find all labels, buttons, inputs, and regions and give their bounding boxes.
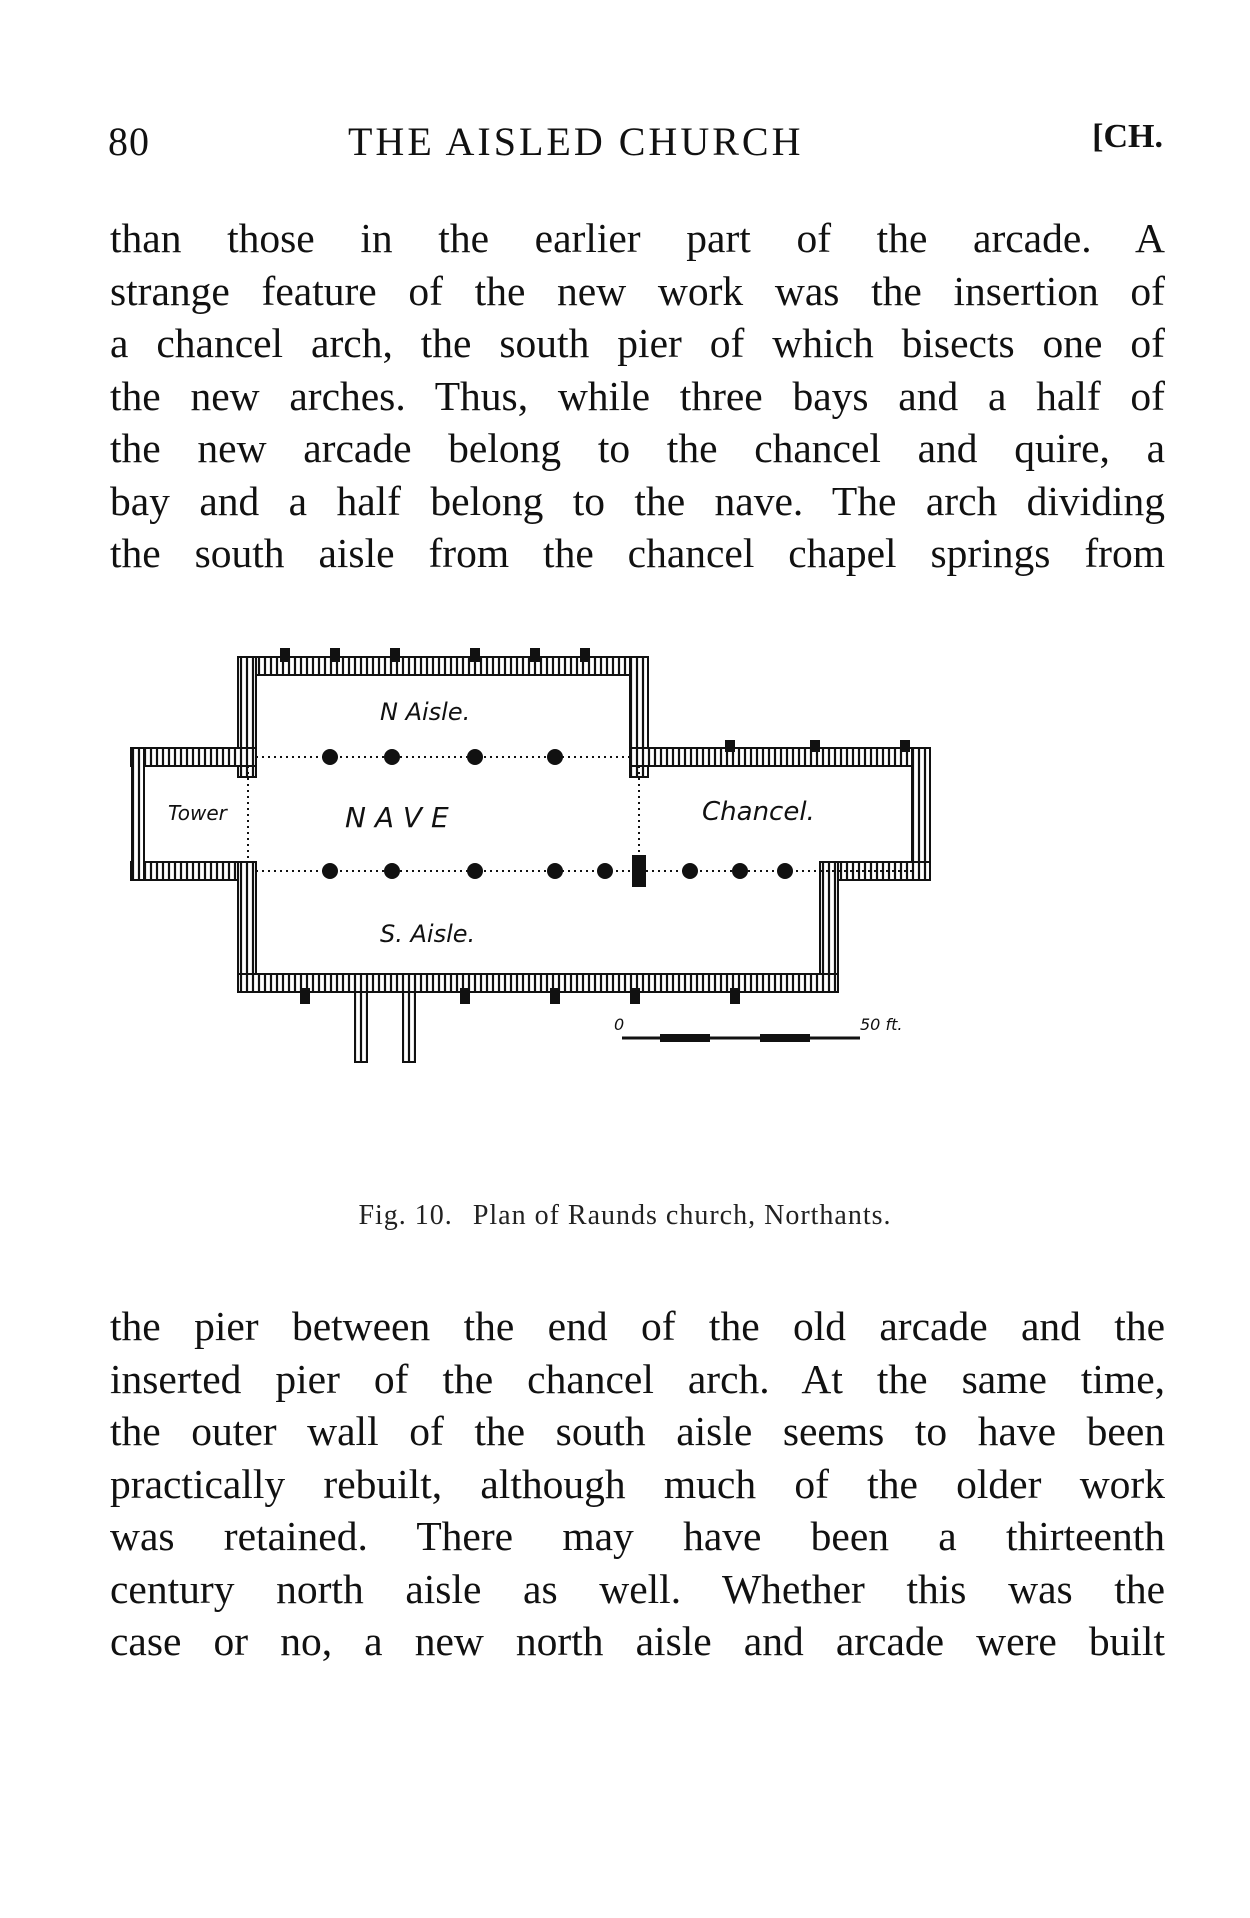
text-line: bay and a half belong to the nave. The arch dividing <box>110 477 1165 524</box>
text-line: case or no, a new north aisle and arcade were built <box>110 1618 1165 1664</box>
church-plan-figure <box>130 630 1150 1190</box>
plan-labels <box>168 698 815 948</box>
scale-start: 0 <box>614 1015 625 1034</box>
text-line: than those in the earlier part of the arcade. A <box>110 215 1165 261</box>
paragraph-top <box>110 212 1165 580</box>
text-line: a chancel arch, the south pier of which bisects one of <box>110 320 1165 366</box>
text-line: the pier between the end of the old arcade and the <box>110 1303 1165 1349</box>
running-title: THE AISLED CHURCH <box>348 119 804 164</box>
text-line: the outer wall of the south aisle seems to have been <box>110 1408 1165 1454</box>
plan-walls <box>130 657 930 1062</box>
text-line: the south aisle from the chancel chapel springs from <box>110 530 1165 576</box>
text-line: strange feature of the new work was the insertion of <box>110 267 1165 314</box>
text-line: the new arches. Thus, while three bays and a half of <box>110 372 1165 419</box>
text-line: practically rebuilt, although much of the older work <box>110 1460 1165 1507</box>
figure-caption <box>0 1200 1250 1232</box>
text-line: the new arcade belong to the chancel and quire, a <box>110 425 1165 471</box>
label-chancel: Chancel. <box>702 797 815 827</box>
text-line: century north aisle as well. Whether this was the <box>110 1565 1165 1612</box>
label-tower: Tower <box>168 801 227 825</box>
caption-text: Plan of Raunds church, Northants. <box>472 1200 892 1231</box>
label-nave: N A V E <box>345 801 449 834</box>
scale-bar <box>614 1015 902 1042</box>
paragraph-bottom <box>110 1300 1165 1668</box>
running-header <box>108 118 1163 178</box>
church-plan-drawing <box>130 630 1150 1190</box>
label-n-aisle: N Aisle. <box>380 698 471 726</box>
page-number: 80 <box>108 119 150 164</box>
scale-end: 50 ft. <box>860 1015 903 1034</box>
text-line: inserted pier of the chancel arch. At the same time, <box>110 1355 1165 1402</box>
caption-fig-number: Fig. 10. <box>358 1200 453 1231</box>
chapter-marker: [CH. <box>1092 118 1163 155</box>
text-line: was retained. There may have been a thirteenth <box>110 1513 1165 1559</box>
label-s-aisle: S. Aisle. <box>380 920 476 948</box>
